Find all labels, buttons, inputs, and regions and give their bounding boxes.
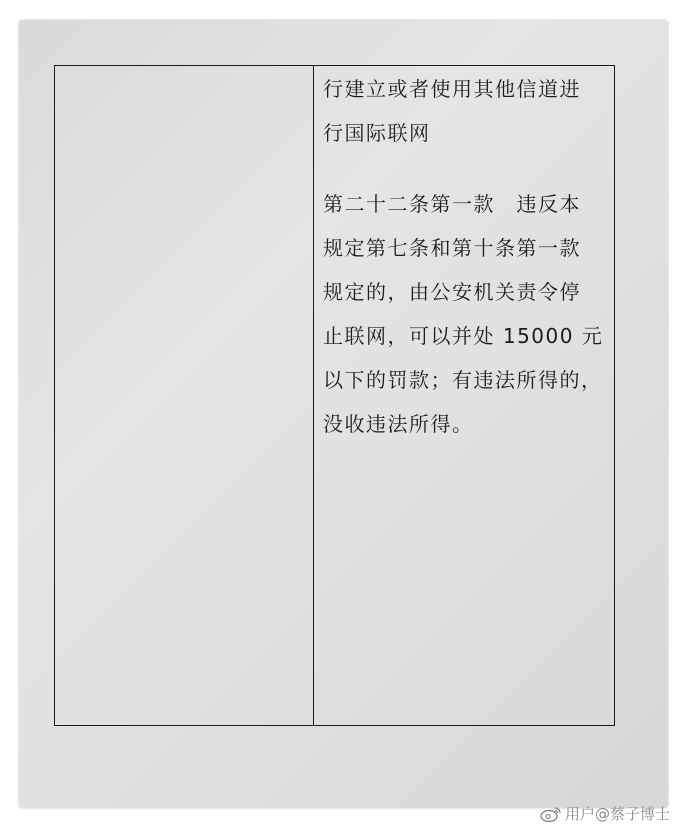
- table-left-cell: [55, 66, 312, 725]
- text-line: 没收违法所得。: [323, 412, 474, 436]
- text-line: 止联网，可以并处 15000 元: [323, 324, 604, 348]
- document-photo: [19, 20, 668, 808]
- text-line: 规定第七条和第十条第一款: [323, 236, 581, 260]
- text-line: 行国际联网: [323, 121, 431, 145]
- watermark-text: 用户@蔡子博士: [564, 805, 670, 823]
- weibo-icon: [540, 806, 562, 822]
- table-right-cell: [323, 67, 608, 722]
- text-line: 规定的，由公安机关责令停: [323, 280, 581, 304]
- text-line: 行建立或者使用其他信道进: [323, 77, 581, 101]
- watermark: [540, 803, 670, 824]
- text-line: 以下的罚款；有违法所得的，: [323, 368, 603, 392]
- table-column-divider: [313, 65, 314, 726]
- text-line: 第二十二条第一款 违反本: [323, 192, 581, 216]
